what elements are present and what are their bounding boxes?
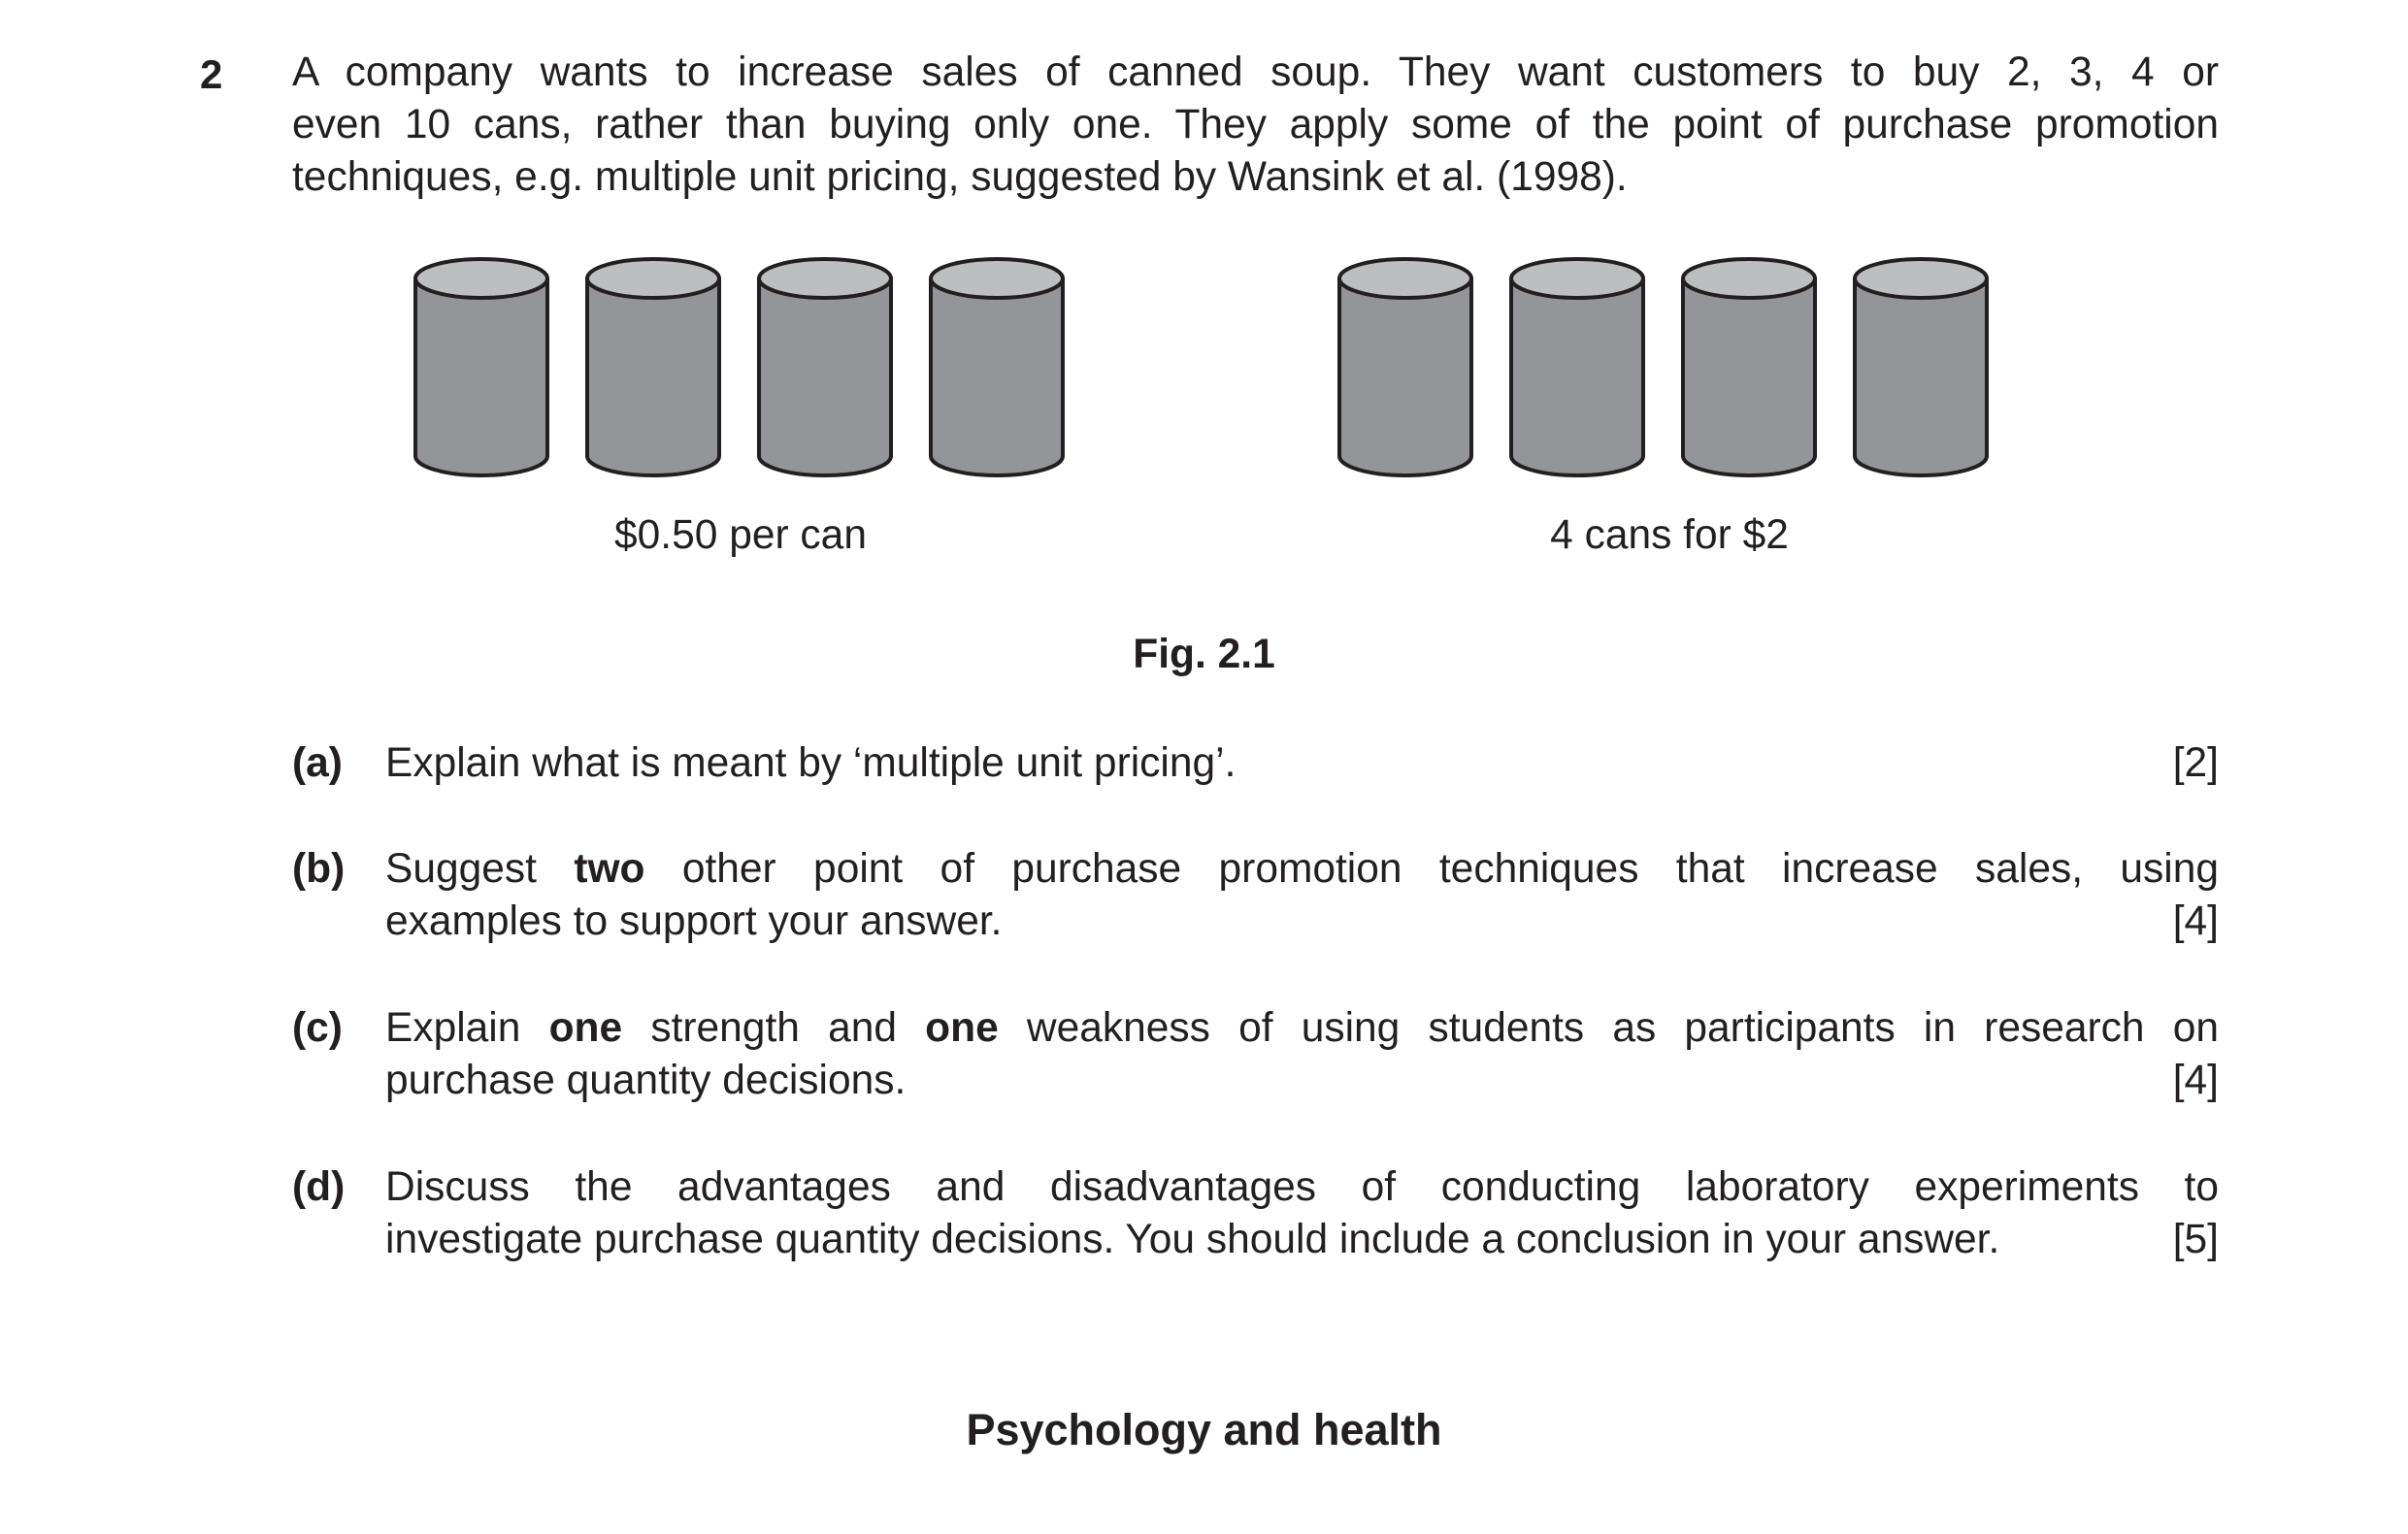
- part-c-line-1: [385, 1002, 2219, 1055]
- part-a: [292, 737, 2219, 790]
- figure-caption: Fig. 2.1: [1133, 632, 1275, 677]
- right-can-4: [1855, 259, 1987, 475]
- right-can-3: [1683, 259, 1815, 475]
- part-c-line-2: purchase quantity decisions.: [385, 1058, 907, 1103]
- part-c-label: (c): [292, 1005, 343, 1051]
- single-price-label: $0.50 per can: [614, 512, 867, 558]
- intro-line-2: even 10 cans, rather than buying only one. They apply some of the point of purchase promotion: [292, 102, 2219, 147]
- part-b-bold-two: two: [574, 846, 645, 892]
- left-can-2: [587, 259, 719, 475]
- part-c-marks: [4]: [2172, 1058, 2219, 1103]
- part-b-line-2: examples to support your answer.: [385, 898, 1003, 944]
- part-b-line-1: [385, 843, 2219, 896]
- part-d-marks: [5]: [2172, 1217, 2219, 1262]
- part-c-bold-one-1: one: [548, 1005, 623, 1051]
- part-c-bold-one-2: one: [925, 1005, 999, 1051]
- cans-group-multi-price: [1336, 255, 1996, 482]
- cans-illustration-right: [1336, 255, 1996, 482]
- part-d-line-2: investigate purchase quantity decisions. You should include a conclusion in your answer.: [385, 1217, 2000, 1262]
- cans-group-single-price: [412, 255, 1072, 482]
- question-intro: [292, 47, 2219, 204]
- multi-price-label: 4 cans for $2: [1550, 512, 1789, 558]
- part-a-text: Explain what is meant by ‘multiple unit pricing’.: [385, 740, 1237, 786]
- right-can-2: [1511, 259, 1643, 475]
- part-a-label: (a): [292, 740, 343, 786]
- intro-line-3: techniques, e.g. multiple unit pricing, suggested by Wansink et al. (1998).: [292, 154, 1628, 200]
- part-c-text-pre: Explain: [385, 1005, 549, 1051]
- part-c-text-mid: strength and: [622, 1005, 926, 1051]
- part-b-text-post: other point of purchase promotion techniques that increase sales, using: [644, 846, 2219, 892]
- part-a-marks: [2]: [2172, 740, 2219, 786]
- intro-line-1: A company wants to increase sales of canned soup. They want customers to buy 2, 3, 4 or: [292, 49, 2219, 95]
- part-c: [292, 1002, 2219, 1107]
- section-heading: Psychology and health: [966, 1405, 1442, 1454]
- left-can-3: [759, 259, 891, 475]
- left-can-4: [931, 259, 1063, 475]
- part-d-line-1: Discuss the advantages and disadvantages of conducting laboratory experiments to: [385, 1164, 2219, 1210]
- part-b: [292, 843, 2219, 948]
- part-c-text-post: weakness of using students as participants in research on: [998, 1005, 2219, 1051]
- part-d-label: (d): [292, 1164, 346, 1210]
- question-number: 2: [200, 51, 223, 97]
- part-b-marks: [4]: [2172, 898, 2219, 944]
- part-d: [292, 1161, 2219, 1266]
- part-b-label: (b): [292, 846, 346, 892]
- part-b-text-pre: Suggest: [385, 846, 575, 892]
- right-can-1: [1339, 259, 1471, 475]
- cans-illustration-left: [412, 255, 1072, 482]
- left-can-1: [415, 259, 547, 475]
